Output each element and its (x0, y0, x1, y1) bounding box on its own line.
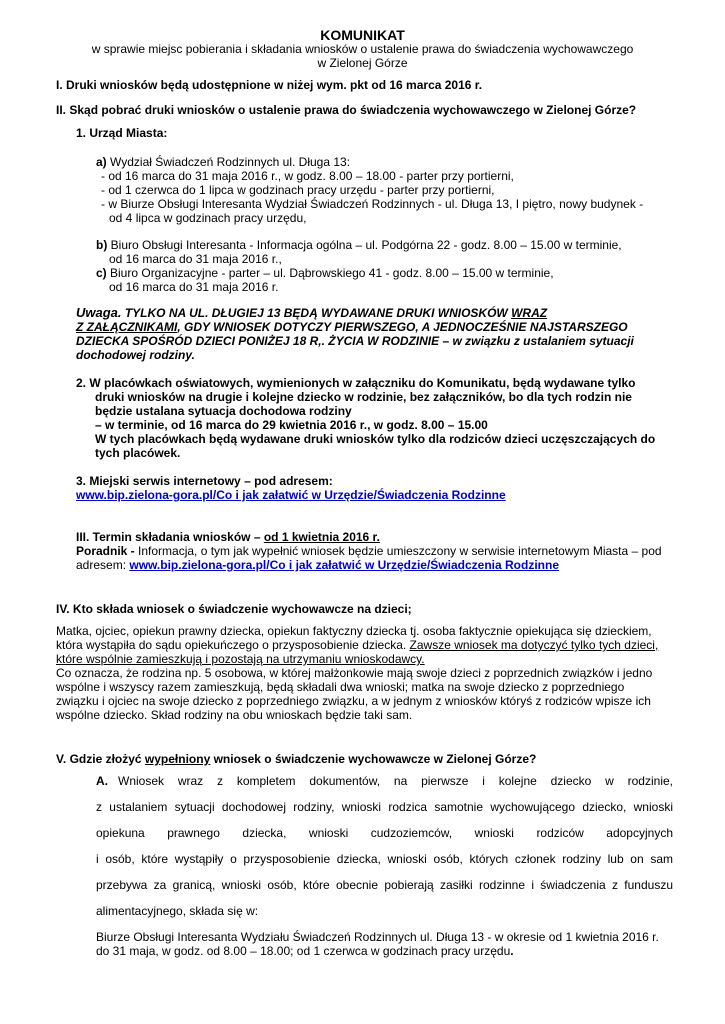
item-a-line: - od 16 marca do 31 maja 2016 r., w godz. 8.00 – 18.00 - parter przy portierni, (101, 169, 514, 183)
document-subtitle-city: w Zielonej Górze (317, 56, 408, 70)
uwaga-note: DZIECKA SPOŚRÓD DZIECI PONIŻEJ 18 R,. ŻYCIA W RODZINIE – w związku z ustalaniem sytuacji (76, 334, 634, 348)
section-5-line: opiekuna prawnego dziecka, wnioski cudzoziemców, wnioski rodziców adopcyjnych (96, 826, 673, 840)
item-a-line: - od 1 czerwca do 1 lipca w godzinach pracy urzędu - parter przy portierni, (101, 183, 495, 197)
bip-link[interactable]: www.bip.zielona-gora.pl/Co i jak załatwić w Urzędzie/Świadczenia Rodzinne (76, 488, 506, 502)
item-b-line: od 16 marca do 31 maja 2016 r., (109, 252, 282, 266)
item-a-line: - w Biurze Obsługi Interesanta Wydział Świadczeń Rodzinnych - ul. Długa 13, I piętro, nowy budynek - (101, 197, 644, 211)
section-2-heading: II. Skąd pobrać druki wniosków o ustalenie prawa do świadczenia wychowawczego w Zielonej Górze? (56, 103, 637, 117)
section-3-heading: III. Termin składania wniosków – od 1 kwietnia 2016 r. (76, 530, 380, 544)
point-2-line: będzie ustalana sytuacja dochodowa rodziny (95, 404, 352, 418)
bip-link[interactable]: www.bip.zielona-gora.pl/Co i jak załatwić w Urzędzie/Świadczenia Rodzinne (129, 558, 559, 572)
section-5-line: przebywa za granicą, wnioski osób, które obecnie pobierają zasiłki rodzinne i świadczenia z funduszu (96, 878, 673, 892)
section-3-line: Poradnik - Informacja, o tym jak wypełnić wniosek będzie umieszczony w serwisie internetowym Miasta – pod (76, 544, 662, 558)
section-4-line: które wspólnie zamieszkują i pozostają na utrzymaniu wnioskodawcy. (56, 652, 425, 666)
document-title: KOMUNIKAT (320, 27, 405, 43)
section-4-line: związku i ojciec na swoje dziecko z poprzedniego związku, a w jednym z wniosków któryś z rodziców wpisze ich (56, 694, 651, 708)
section-4-line: która wystąpiła do sądu opiekuńczego o przysposobienie dziecka. Zawsze wniosek ma dotyczyć tylko tych dzieci, (56, 638, 659, 652)
item-b-line: b) Biuro Obsługi Interesanta - Informacja ogólna – ul. Podgórna 22 - godz. 8.00 – 15.00 w terminie, (96, 238, 622, 252)
uwaga-note: dochodowej rodziny. (76, 348, 195, 362)
section-5-line: z ustalaniem sytuacji dochodowej rodziny, wnioski rodzica samotnie wychowującego dziecko, wnioski (96, 800, 673, 814)
uwaga-note: Uwaga. TYLKO NA UL. DŁUGIEJ 13 BĘDĄ WYDAWANE DRUKI WNIOSKÓW WRAZ (76, 305, 548, 320)
section-5-line: alimentacyjnego, składa się w: (96, 904, 259, 918)
section-5-line: i osób, które wystąpiły o przysposobienie dziecka, wnioski osób, których członek rodziny lub on sam (96, 852, 673, 866)
section-5-line: Wniosek wraz z kompletem dokumentów, na pierwsze i kolejne dziecko w rodzinie, (118, 774, 673, 788)
section-5-final: Biurze Obsługi Interesanta Wydziału Świadczeń Rodzinnych ul. Długa 13 - w okresie od 1 kwietnia 2016 r. (96, 930, 659, 944)
section-4-line: Matka, ojciec, opiekun prawny dziecka, opiekun faktyczny dziecka tj. osoba faktycznie opiekująca się dzieckiem, (56, 624, 652, 638)
item-c-line: od 16 marca do 31 maja 2016 r. (109, 280, 279, 294)
item-c-line: c) Biuro Organizacyjne - parter – ul. Dąbrowskiego 41 - godz. 8.00 – 15.00 w terminie, (96, 266, 554, 280)
point-2-line: – w terminie, od 16 marca do 29 kwietnia 2016 r., w godz. 8.00 – 15.00 (95, 418, 488, 432)
section-4-line: wspólne dziecko. Skład rodziny na obu wnioskach będzie taki sam. (56, 708, 413, 722)
section-3-line: adresem: www.bip.zielona-gora.pl/Co i jak załatwić w Urzędzie/Świadczenia Rodzinne (76, 558, 559, 572)
item-a-heading: a) Wydział Świadczeń Rodzinnych ul. Długa 13: (96, 155, 351, 169)
item-a-label: A. (96, 774, 108, 788)
section-5-heading: V. Gdzie złożyć wypełniony wniosek o świadczenie wychowawcze w Zielonej Górze? (56, 752, 537, 766)
section-4-line: Co oznacza, że rodzina np. 5 osobowa, w której małżonkowie mają swoje dzieci z poprzednich związków i jedno (56, 666, 653, 680)
point-3-heading: 3. Miejski serwis internetowy – pod adresem: (76, 474, 333, 488)
section-1-heading: I. Druki wniosków będą udostępnione w niżej wym. pkt od 16 marca 2016 r. (56, 78, 483, 92)
section-4-heading: IV. Kto składa wniosek o świadczenie wychowawcze na dzieci; (56, 602, 412, 616)
uwaga-note: Z ZAŁĄCZNIKAMI, GDY WNIOSEK DOTYCZY PIERWSZEGO, A JEDNOCZEŚNIE NAJSTARSZEGO (76, 320, 628, 334)
point-2-line: 2. W placówkach oświatowych, wymienionych w załączniku do Komunikatu, będą wydawane tylko (76, 376, 636, 390)
section-4-line: wspólne i wszyscy razem zamieszkują, będą składali dwa wnioski; matka na swoje dziecko z poprzedniego (56, 680, 625, 694)
point-2-line: W tych placówkach będą wydawane druki wniosków tylko dla rodziców dzieci uczęszczających do (95, 432, 656, 446)
point-1-heading: 1. Urząd Miasta: (76, 126, 168, 140)
item-a-line: od 4 lipca w godzinach pracy urzędu, (109, 211, 307, 225)
point-2-line: druki wniosków na drugie i kolejne dziecko w rodzinie, bez załączników, bo dla tych rodzin nie (95, 390, 632, 404)
section-5-final: do 31 maja, w godz. od 8.00 – 18.00; od 1 czerwca w godzinach pracy urzędu. (96, 944, 514, 958)
document-subtitle: w sprawie miejsc pobierania i składania wniosków o ustalenie prawa do świadczenia wychowawczego (91, 42, 634, 56)
point-2-line: tych placówek. (95, 446, 181, 460)
